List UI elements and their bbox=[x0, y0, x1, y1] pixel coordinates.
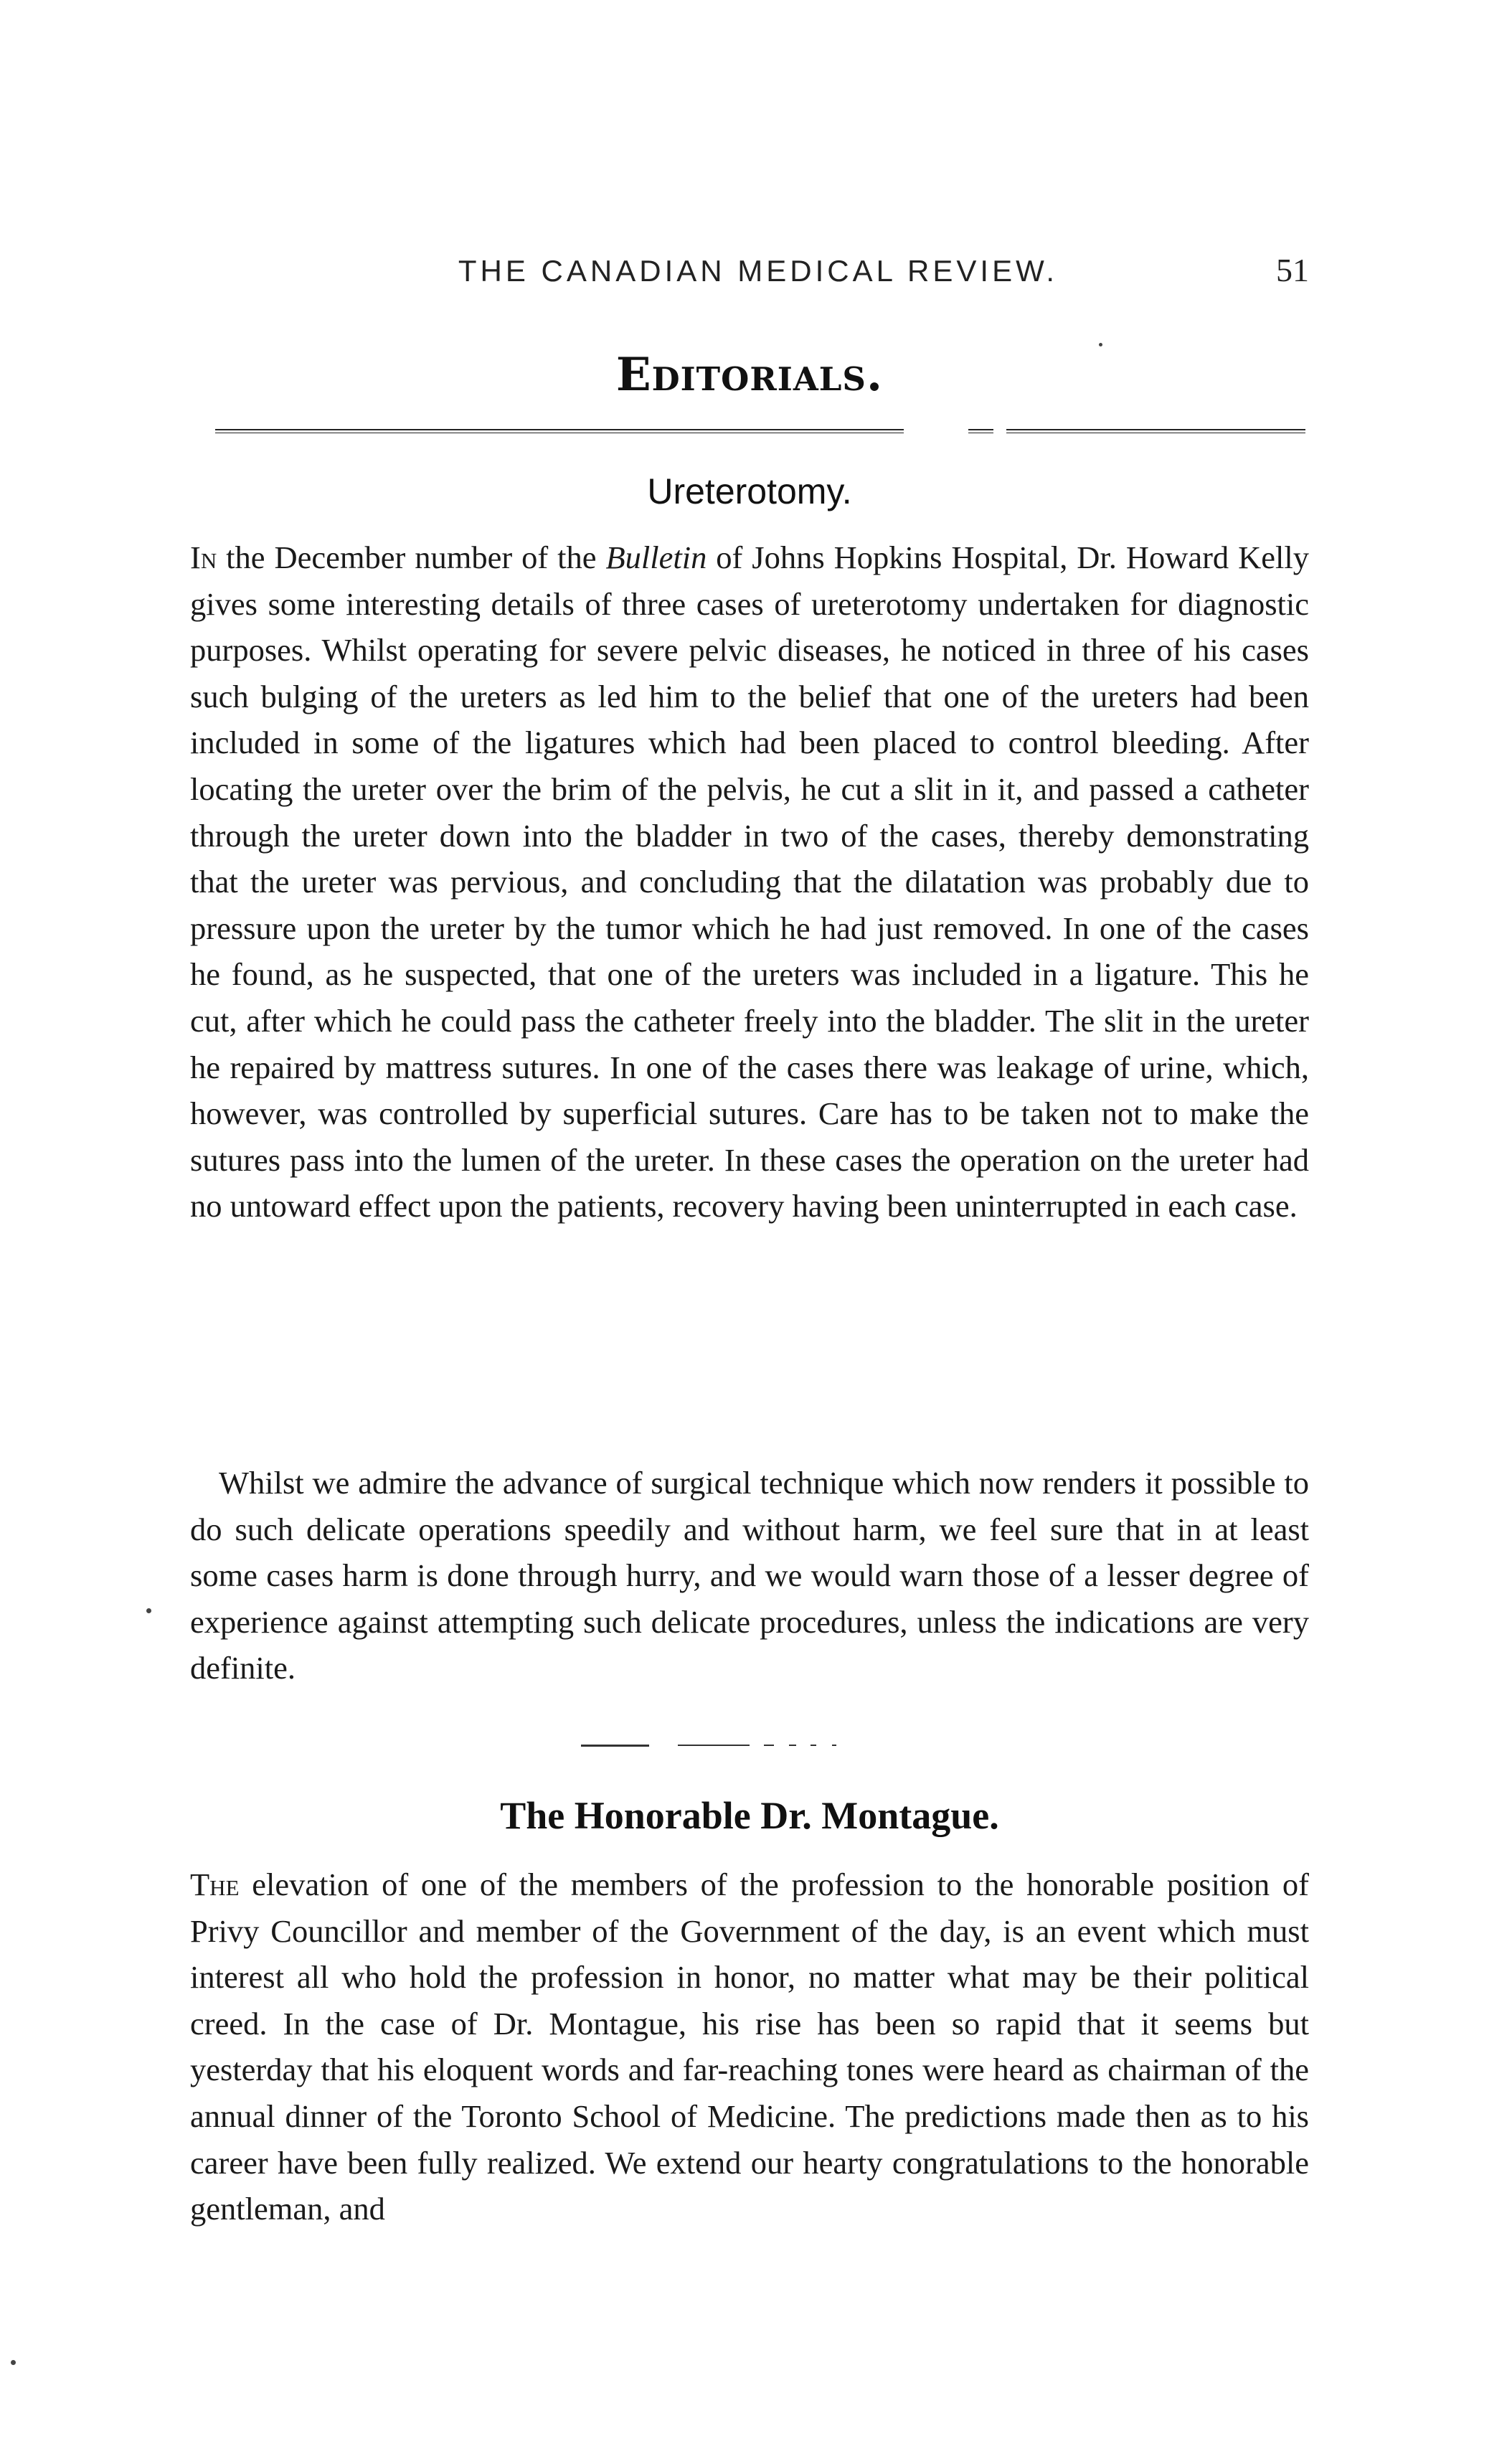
article-paragraph bbox=[190, 1460, 1309, 1691]
paragraph-text: Whilst we admire the advance of surgical technique which now renders it possible to do such delicate operations speedily and without harm, we feel sure that in at least some cases harm is done through hurry, and we would warn those of a lesser degree of experience against attempting such delicate procedures, unless the indications are very definite. bbox=[190, 1465, 1309, 1686]
margin-speck bbox=[146, 1608, 151, 1613]
drop-lead: In bbox=[190, 539, 217, 575]
section-heading: Editorials. bbox=[615, 348, 884, 402]
journal-title: THE CANADIAN MEDICAL REVIEW. bbox=[458, 254, 1059, 288]
page-number: 51 bbox=[1276, 252, 1309, 288]
article-title-montague: The Honorable Dr. Montague. bbox=[500, 1794, 999, 1837]
section-separator bbox=[581, 1745, 882, 1747]
drop-lead: The bbox=[190, 1866, 240, 1902]
rule-break bbox=[904, 425, 968, 436]
paragraph-text: the December number of the bbox=[217, 539, 606, 575]
rule-break bbox=[993, 425, 1006, 436]
article-paragraph bbox=[190, 534, 1309, 1230]
margin-speck bbox=[1099, 343, 1102, 346]
margin-speck bbox=[11, 2360, 16, 2365]
heading-rule bbox=[215, 429, 1305, 433]
paragraph-text: elevation of one of the members of the profession to the honorable position of Privy Councillor and member of the Government of the day, is an event which must interest all who hold the profession in honor, no matter what may be their political creed. In the case of Dr. Montague, his rise has been so rapid that it seems but yesterday that his eloquent words and far-reaching tones were heard as chairman of the annual dinner of the Toronto School of Medicine. The predictions made then as to his career have been fully realized. We extend our hearty congratulations to the honorable gentleman, and bbox=[190, 1866, 1309, 2227]
article-paragraph bbox=[190, 1861, 1309, 2232]
paragraph-text: of Johns Hopkins Hospital, Dr. Howard Kelly gives some interesting details of three cases of ureterotomy undertaken for diagnostic purposes. Whilst operating for severe pelvic diseases, he noticed in three of his cases such bulging of the ureters as led him to the belief that one of the ureters had been included in some of the ligatures which had been placed to control bleeding. After locating the ureter over the brim of the pelvis, he cut a slit in it, and passed a catheter through the ureter down into the bladder in two of the cases, thereby demonstrating that the ureter was pervious, and concluding that the dilatation was probably due to pressure upon the ureter by the tumor which he had just removed. In one of the cases he found, as he suspected, that one of the ureters was included in a ligature. This he cut, after which he could pass the catheter freely into the bladder. The slit in the ureter he repaired by mattress sutures. In one of the cases there was leakage of urine, which, however, was controlled by superficial sutures. Care has to be taken not to make the sutures pass into the lumen of the ureter. In these cases the operation on the ureter had no untoward effect upon the patients, recovery having been uninterrupted in each case. bbox=[190, 539, 1309, 1224]
journal-name: Bulletin bbox=[605, 539, 707, 575]
article-title-ureterotomy: Ureterotomy. bbox=[647, 471, 852, 511]
running-header bbox=[190, 251, 1309, 289]
